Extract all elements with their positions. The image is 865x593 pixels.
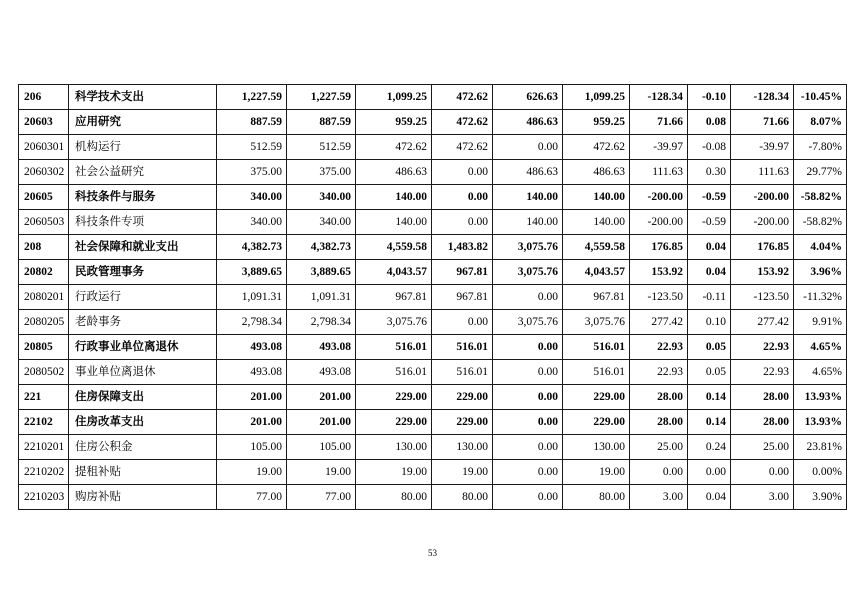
budget-value-cell: 4,043.57 [356,260,432,285]
budget-value-cell: 23.81% [794,435,847,460]
budget-code-cell: 20605 [19,185,69,210]
budget-table [18,84,847,510]
budget-code-cell: 2080205 [19,310,69,335]
budget-value-cell: 19.00 [563,460,630,485]
budget-value-cell: 472.62 [356,135,432,160]
budget-code-cell: 208 [19,235,69,260]
budget-value-cell: 28.00 [731,385,794,410]
budget-value-cell: 0.00 [432,185,493,210]
budget-value-cell: 19.00 [356,460,432,485]
budget-value-cell: 4,382.73 [287,235,356,260]
budget-value-cell: 0.00 [493,135,563,160]
budget-value-cell: 201.00 [217,410,287,435]
budget-name-cell: 应用研究 [69,110,217,135]
budget-value-cell: 0.04 [688,485,731,510]
budget-value-cell: 201.00 [287,410,356,435]
table-row [19,185,847,210]
budget-name-cell: 住房保障支出 [69,385,217,410]
budget-value-cell: 105.00 [287,435,356,460]
budget-value-cell: -200.00 [731,210,794,235]
budget-value-cell: 22.93 [731,335,794,360]
budget-value-cell: 4.04% [794,235,847,260]
budget-value-cell: 4,559.58 [563,235,630,260]
budget-value-cell: 486.63 [493,110,563,135]
budget-value-cell: -58.82% [794,185,847,210]
budget-value-cell: 486.63 [356,160,432,185]
budget-value-cell: 77.00 [287,485,356,510]
budget-value-cell: 0.00 [688,460,731,485]
budget-value-cell: 375.00 [217,160,287,185]
budget-value-cell: 0.08 [688,110,731,135]
budget-value-cell: -0.11 [688,285,731,310]
budget-value-cell: 3,075.76 [356,310,432,335]
table-row [19,360,847,385]
budget-value-cell: 340.00 [287,185,356,210]
budget-value-cell: 0.24 [688,435,731,460]
budget-value-cell: 967.81 [432,285,493,310]
budget-value-cell: 340.00 [217,185,287,210]
budget-value-cell: 516.01 [432,335,493,360]
page-number: 53 [428,548,437,558]
budget-value-cell: 4.65% [794,360,847,385]
budget-value-cell: 140.00 [356,210,432,235]
budget-code-cell: 2080201 [19,285,69,310]
budget-value-cell: 277.42 [731,310,794,335]
budget-value-cell: 3,075.76 [493,310,563,335]
budget-value-cell: 2,798.34 [217,310,287,335]
budget-value-cell: 229.00 [432,410,493,435]
budget-name-cell: 社会保障和就业支出 [69,235,217,260]
budget-value-cell: 0.04 [688,235,731,260]
budget-name-cell: 提租补贴 [69,460,217,485]
budget-code-cell: 2060503 [19,210,69,235]
budget-table-body [19,85,847,510]
budget-value-cell: 887.59 [287,110,356,135]
budget-value-cell: 516.01 [432,360,493,385]
budget-value-cell: 2,798.34 [287,310,356,335]
budget-value-cell: 3.90% [794,485,847,510]
budget-value-cell: 0.00 [493,460,563,485]
budget-code-cell: 20603 [19,110,69,135]
budget-value-cell: 959.25 [563,110,630,135]
budget-value-cell: 19.00 [287,460,356,485]
table-row [19,135,847,160]
budget-value-cell: 3,075.76 [493,260,563,285]
budget-value-cell: 472.62 [432,85,493,110]
budget-value-cell: 140.00 [563,185,630,210]
budget-value-cell: -7.80% [794,135,847,160]
table-row [19,485,847,510]
budget-value-cell: -123.50 [630,285,688,310]
budget-value-cell: 0.00 [432,210,493,235]
budget-code-cell: 221 [19,385,69,410]
budget-value-cell: 887.59 [217,110,287,135]
budget-value-cell: 3,889.65 [287,260,356,285]
budget-value-cell: 29.77% [794,160,847,185]
table-row [19,410,847,435]
budget-value-cell: 140.00 [563,210,630,235]
budget-value-cell: 105.00 [217,435,287,460]
budget-value-cell: 28.00 [731,410,794,435]
budget-name-cell: 老龄事务 [69,310,217,335]
budget-value-cell: 0.00 [630,460,688,485]
budget-value-cell: 0.00 [493,335,563,360]
budget-value-cell: 229.00 [356,385,432,410]
table-row [19,210,847,235]
budget-value-cell: -0.10 [688,85,731,110]
budget-value-cell: 80.00 [356,485,432,510]
budget-value-cell: 472.62 [432,135,493,160]
budget-name-cell: 科技条件专项 [69,210,217,235]
budget-value-cell: 111.63 [630,160,688,185]
budget-value-cell: 9.91% [794,310,847,335]
table-row [19,310,847,335]
budget-value-cell: 0.00 [493,360,563,385]
budget-value-cell: 8.07% [794,110,847,135]
budget-value-cell: 1,227.59 [217,85,287,110]
budget-value-cell: 0.04 [688,260,731,285]
budget-name-cell: 住房改革支出 [69,410,217,435]
budget-value-cell: 0.00% [794,460,847,485]
budget-value-cell: 140.00 [493,185,563,210]
budget-value-cell: -10.45% [794,85,847,110]
budget-value-cell: 0.30 [688,160,731,185]
budget-value-cell: 4,559.58 [356,235,432,260]
budget-value-cell: 0.00 [432,160,493,185]
budget-value-cell: 140.00 [356,185,432,210]
budget-value-cell: -128.34 [630,85,688,110]
budget-value-cell: 959.25 [356,110,432,135]
budget-value-cell: 25.00 [630,435,688,460]
budget-value-cell: 111.63 [731,160,794,185]
budget-value-cell: 486.63 [563,160,630,185]
budget-value-cell: 512.59 [287,135,356,160]
budget-value-cell: 4.65% [794,335,847,360]
budget-value-cell: 229.00 [432,385,493,410]
table-row [19,110,847,135]
budget-value-cell: 375.00 [287,160,356,185]
budget-value-cell: 3.96% [794,260,847,285]
table-row [19,435,847,460]
budget-code-cell: 2210202 [19,460,69,485]
budget-name-cell: 行政事业单位离退休 [69,335,217,360]
budget-value-cell: 153.92 [731,260,794,285]
budget-code-cell: 206 [19,85,69,110]
budget-value-cell: 516.01 [563,335,630,360]
budget-value-cell: 71.66 [630,110,688,135]
budget-value-cell: 153.92 [630,260,688,285]
budget-value-cell: 4,382.73 [217,235,287,260]
budget-code-cell: 2060302 [19,160,69,185]
budget-code-cell: 22102 [19,410,69,435]
budget-value-cell: 1,483.82 [432,235,493,260]
budget-name-cell: 机构运行 [69,135,217,160]
budget-name-cell: 科技条件与服务 [69,185,217,210]
budget-value-cell: -200.00 [731,185,794,210]
budget-value-cell: 80.00 [432,485,493,510]
budget-value-cell: 340.00 [217,210,287,235]
budget-value-cell: -39.97 [630,135,688,160]
budget-value-cell: 0.00 [493,435,563,460]
budget-value-cell: 130.00 [432,435,493,460]
table-row [19,235,847,260]
budget-name-cell: 行政运行 [69,285,217,310]
budget-code-cell: 2210203 [19,485,69,510]
budget-value-cell: -0.08 [688,135,731,160]
budget-value-cell: 967.81 [432,260,493,285]
budget-value-cell: 0.00 [493,385,563,410]
budget-value-cell: 0.14 [688,385,731,410]
budget-value-cell: 493.08 [217,360,287,385]
budget-value-cell: -39.97 [731,135,794,160]
budget-value-cell: 77.00 [217,485,287,510]
budget-code-cell: 20802 [19,260,69,285]
budget-value-cell: -58.82% [794,210,847,235]
budget-value-cell: 80.00 [563,485,630,510]
budget-name-cell: 购房补贴 [69,485,217,510]
budget-value-cell: 4,043.57 [563,260,630,285]
budget-value-cell: 13.93% [794,385,847,410]
budget-value-cell: 3,075.76 [493,235,563,260]
budget-code-cell: 2210201 [19,435,69,460]
budget-value-cell: 22.93 [731,360,794,385]
budget-value-cell: 340.00 [287,210,356,235]
budget-value-cell: 0.14 [688,410,731,435]
budget-value-cell: 967.81 [356,285,432,310]
budget-value-cell: -11.32% [794,285,847,310]
budget-value-cell: 1,091.31 [287,285,356,310]
budget-value-cell: -200.00 [630,210,688,235]
table-row [19,260,847,285]
budget-value-cell: 0.05 [688,335,731,360]
budget-code-cell: 20805 [19,335,69,360]
budget-value-cell: 0.00 [731,460,794,485]
budget-value-cell: 1,091.31 [217,285,287,310]
budget-value-cell: 516.01 [356,360,432,385]
budget-value-cell: 25.00 [731,435,794,460]
budget-name-cell: 住房公积金 [69,435,217,460]
budget-value-cell: 967.81 [563,285,630,310]
budget-value-cell: 0.00 [432,310,493,335]
table-row [19,160,847,185]
budget-value-cell: 229.00 [356,410,432,435]
budget-value-cell: 0.00 [493,485,563,510]
budget-name-cell: 社会公益研究 [69,160,217,185]
budget-name-cell: 民政管理事务 [69,260,217,285]
budget-value-cell: 3.00 [630,485,688,510]
budget-value-cell: 1,099.25 [563,85,630,110]
table-row [19,335,847,360]
budget-value-cell: 201.00 [217,385,287,410]
table-row [19,460,847,485]
budget-value-cell: 13.93% [794,410,847,435]
budget-value-cell: 493.08 [217,335,287,360]
budget-value-cell: 486.63 [493,160,563,185]
budget-name-cell: 科学技术支出 [69,85,217,110]
budget-name-cell: 事业单位离退休 [69,360,217,385]
budget-value-cell: 22.93 [630,360,688,385]
budget-value-cell: 277.42 [630,310,688,335]
budget-value-cell: 472.62 [432,110,493,135]
table-row [19,285,847,310]
budget-value-cell: 71.66 [731,110,794,135]
budget-value-cell: 229.00 [563,410,630,435]
budget-value-cell: 1,099.25 [356,85,432,110]
budget-value-cell: 1,227.59 [287,85,356,110]
budget-value-cell: 0.00 [493,285,563,310]
budget-value-cell: 22.93 [630,335,688,360]
budget-value-cell: -128.34 [731,85,794,110]
budget-value-cell: 130.00 [356,435,432,460]
budget-value-cell: 3,075.76 [563,310,630,335]
budget-value-cell: 19.00 [432,460,493,485]
budget-code-cell: 2060301 [19,135,69,160]
budget-value-cell: 28.00 [630,410,688,435]
budget-value-cell: 28.00 [630,385,688,410]
budget-value-cell: 0.10 [688,310,731,335]
budget-value-cell: 19.00 [217,460,287,485]
budget-value-cell: 0.00 [493,410,563,435]
budget-value-cell: 140.00 [493,210,563,235]
table-row [19,385,847,410]
budget-value-cell: 512.59 [217,135,287,160]
budget-value-cell: 0.05 [688,360,731,385]
budget-value-cell: -123.50 [731,285,794,310]
budget-value-cell: 130.00 [563,435,630,460]
budget-value-cell: -0.59 [688,210,731,235]
budget-value-cell: 516.01 [356,335,432,360]
budget-value-cell: 626.63 [493,85,563,110]
budget-value-cell: 472.62 [563,135,630,160]
budget-value-cell: 176.85 [731,235,794,260]
table-row [19,85,847,110]
budget-code-cell: 2080502 [19,360,69,385]
budget-value-cell: 176.85 [630,235,688,260]
budget-value-cell: 493.08 [287,335,356,360]
budget-value-cell: -0.59 [688,185,731,210]
budget-value-cell: 3.00 [731,485,794,510]
budget-value-cell: -200.00 [630,185,688,210]
budget-value-cell: 493.08 [287,360,356,385]
budget-value-cell: 229.00 [563,385,630,410]
budget-value-cell: 3,889.65 [217,260,287,285]
budget-value-cell: 201.00 [287,385,356,410]
budget-value-cell: 516.01 [563,360,630,385]
